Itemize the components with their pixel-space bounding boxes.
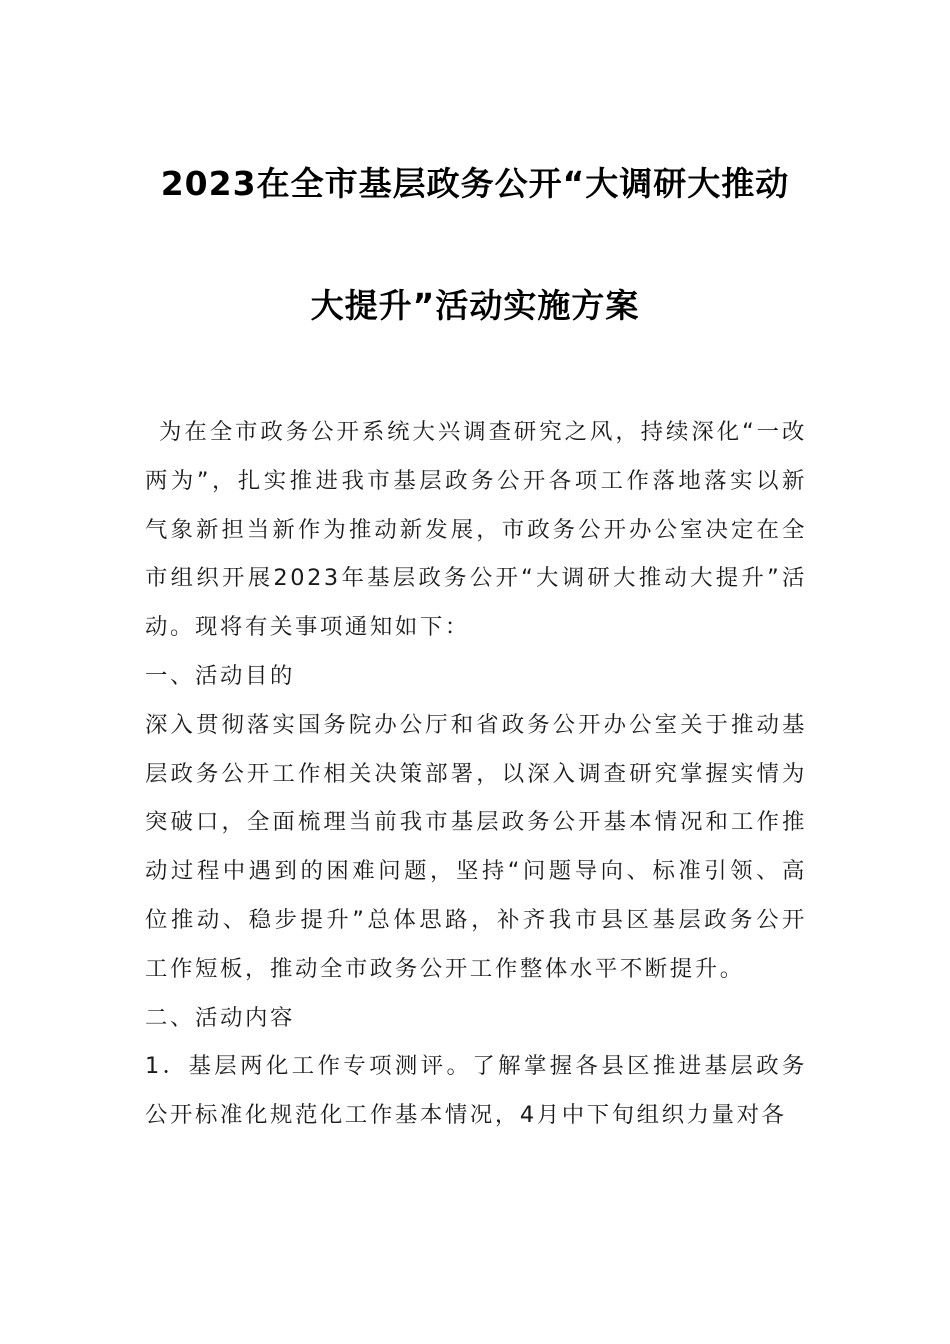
content-item-1-paragraph: 1．基层两化工作专项测评。了解掌握各县区推进基层政务公开标准化规范化工作基本情况，4月中下旬组织力量对各 — [145, 1053, 807, 1129]
purpose-paragraph: 深入贯彻落实国务院办公厅和省政务公开办公室关于推动基层政务公开工作相关决策部署，以深入调查研究掌握实情为突破口，全面梳理当前我市基层政务公开基本情况和工作推动过程中遇到的困难问题，坚持“问题导向、标准引领、高位推动、稳步提升”总体思路，补齐我市县区基层政务公开工作短板，推动全市政务公开工作整体水平不断提升。 — [145, 711, 807, 982]
intro-paragraph: 为在全市政务公开系统大兴调查研究之风，持续深化“一改两为”，扎实推进我市基层政务公开各项工作落地落实以新气象新担当新作为推动新发展，市政务公开办公室决定在全市组织开展2023年基层政务公开“大调研大推动大提升”活动。现将有关事项通知如下： — [145, 419, 807, 641]
document-title-line-1: 2023在全市基层政务公开“大调研大推动 — [160, 164, 790, 203]
document-body — [145, 408, 807, 1140]
document-title-line-2: 大提升”活动实施方案 — [310, 286, 640, 325]
section-heading-purpose: 一、活动目的 — [145, 662, 295, 689]
section-heading-content: 二、活动内容 — [145, 1004, 295, 1031]
